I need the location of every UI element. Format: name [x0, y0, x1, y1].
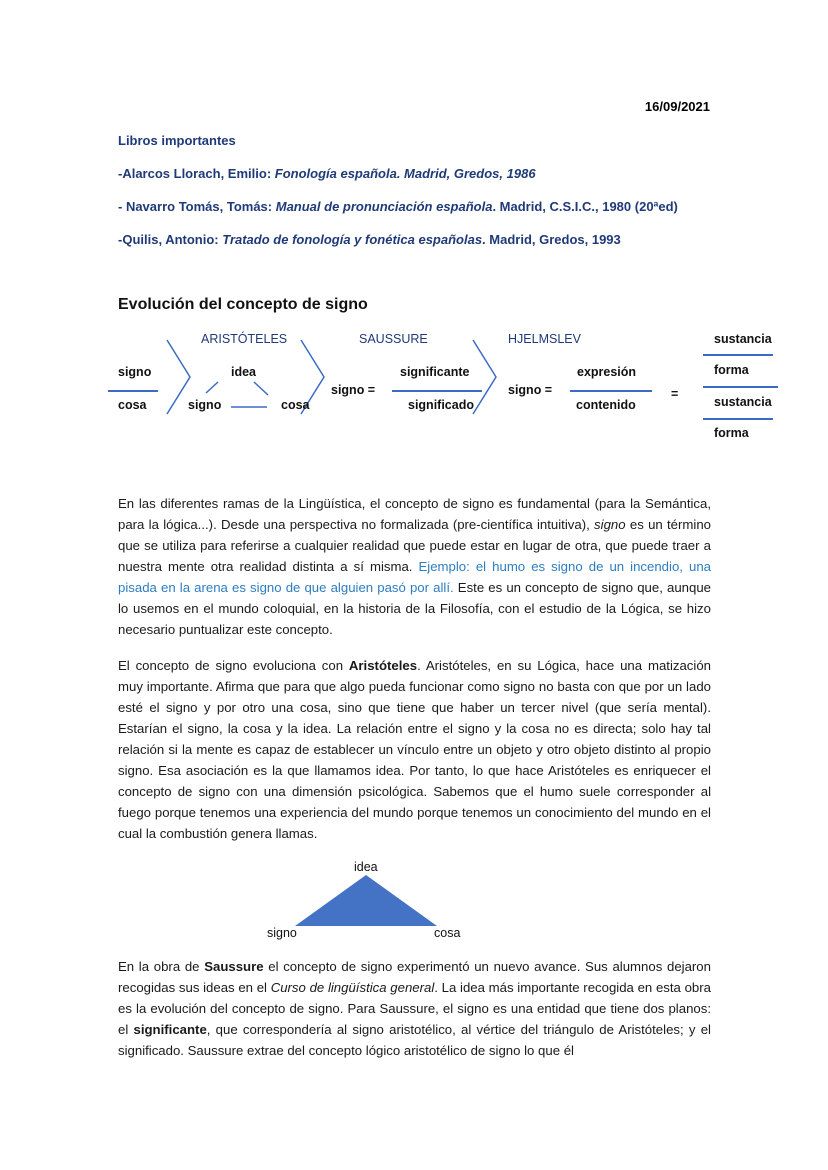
- head-aristoteles: ARISTÓTELES: [201, 332, 288, 346]
- bibliography-item: -Quilis, Antonio: Tratado de fonología y fonética españolas. Madrid, Gredos, 1993: [118, 232, 621, 247]
- aristoteles-cosa: cosa: [281, 398, 310, 412]
- hjelmslev-top: expresión: [577, 365, 637, 379]
- chevron-1: [167, 340, 190, 414]
- frac1-top: signo: [118, 365, 152, 379]
- stack-sustancia-1: sustancia: [714, 332, 772, 346]
- saussure-top: significante: [400, 365, 470, 379]
- hjelmslev-bottom: contenido: [576, 398, 636, 412]
- sign-evolution-diagram: [0, 0, 828, 460]
- head-saussure: SAUSSURE: [359, 332, 428, 346]
- aristoteles-signo: signo: [188, 398, 222, 412]
- fraction-line: [108, 390, 158, 392]
- document-date: 16/09/2021: [644, 99, 710, 114]
- aristoteles-idea: idea: [231, 365, 257, 379]
- triangle-label-cosa: cosa: [434, 926, 461, 940]
- paragraph-1: En las diferentes ramas de la Lingüística, el concepto de signo es fundamental (para la Semántica, para la lógica...). Desde una perspectiva no formalizada (pre-científica intuitiva), signo es un término que se utiliza para referirse a cualquier realidad que puede estar en lugar de otra, que puede traer a nuestra mente otra realidad distinta a sí misma. Ejemplo: el humo es signo de un incendio, una pisada en la arena es signo de que alguien pasó por allí. Este es un concepto de signo que, aunque lo usemos en el mundo coloquial, en la historia de la Filosofía, con el estudio de la Lógica, se hizo necesario puntualizar este concepto.: [118, 496, 711, 637]
- fraction-line: [392, 390, 482, 392]
- aristoteles-left-edge: [206, 382, 218, 393]
- bibliography-heading: Libros importantes: [118, 133, 236, 148]
- saussure-eq: signo =: [331, 383, 376, 397]
- aristoteles-right-edge: [254, 382, 268, 395]
- stack-sustancia-2: sustancia: [714, 395, 772, 409]
- paragraph-3: En la obra de Saussure el concepto de signo experimentó un nuevo avance. Sus alumnos dejaron recogidas sus ideas en el Curso de lingüística general. La idea más importante recogida en esta obra es la evolución del concepto de signo. Para Saussure, el signo es una entidad que tiene dos planos: el significante, que correspondería al signo aristotélico, al vértice del triángulo de Aristóteles; y el significado. Saussure extrae del concepto lógico aristotélico de signo lo que él: [118, 959, 711, 1058]
- triangle-label-idea: idea: [354, 860, 378, 874]
- triangle-label-signo: signo: [267, 926, 297, 940]
- example-text: Ejemplo: el humo es signo de un incendio, una pisada en la arena es signo de que alguien pasó por allí.: [118, 559, 711, 595]
- bibliography-item: -Alarcos Llorach, Emilio: Fonología española. Madrid, Gredos, 1986: [118, 166, 536, 181]
- stack-forma-2: forma: [714, 426, 749, 440]
- hjelmslev-eq: signo =: [508, 383, 553, 397]
- frac1-bottom: cosa: [118, 398, 147, 412]
- saussure-bottom: significado: [408, 398, 474, 412]
- paragraph-2: El concepto de signo evoluciona con Aristóteles. Aristóteles, en su Lógica, hace una matización muy importante. Afirma que para que algo pueda funcionar como signo no basta con que por un lado esté el signo y por otro una cosa, sino que tiene que haber un tercer nivel (que sería mental). Estarían el signo, la cosa y la idea. La relación entre el signo y la cosa no es directa; solo hay tal relación si la mente es capaz de establecer un vínculo entre un objeto y otro objeto distinto al propio signo. Esa asociación es la que llamamos idea. Por tanto, lo que hace Aristóteles es enriquecer el concepto de signo con una dimensión psicológica. Sabemos que el humo suele corresponder al fuego porque tenemos una experiencia del mundo porque tenemos un conocimiento del mundo en el cual la combustión genera llamas.: [118, 658, 711, 841]
- stack-line: [703, 386, 778, 388]
- fraction-line: [570, 390, 652, 392]
- section-title: Evolución del concepto de signo: [118, 296, 368, 313]
- bibliography-item: - Navarro Tomás, Tomás: Manual de pronunciación española. Madrid, C.S.I.C., 1980 (20ªed): [118, 199, 678, 214]
- head-hjelmslev: HJELMSLEV: [508, 332, 581, 346]
- hjelmslev-equals: =: [671, 387, 679, 401]
- stack-forma-1: forma: [714, 363, 749, 377]
- stack-line: [703, 354, 773, 356]
- aristotle-triangle-figure: [260, 858, 470, 944]
- chevron-3: [473, 340, 496, 414]
- stack-line: [703, 418, 773, 420]
